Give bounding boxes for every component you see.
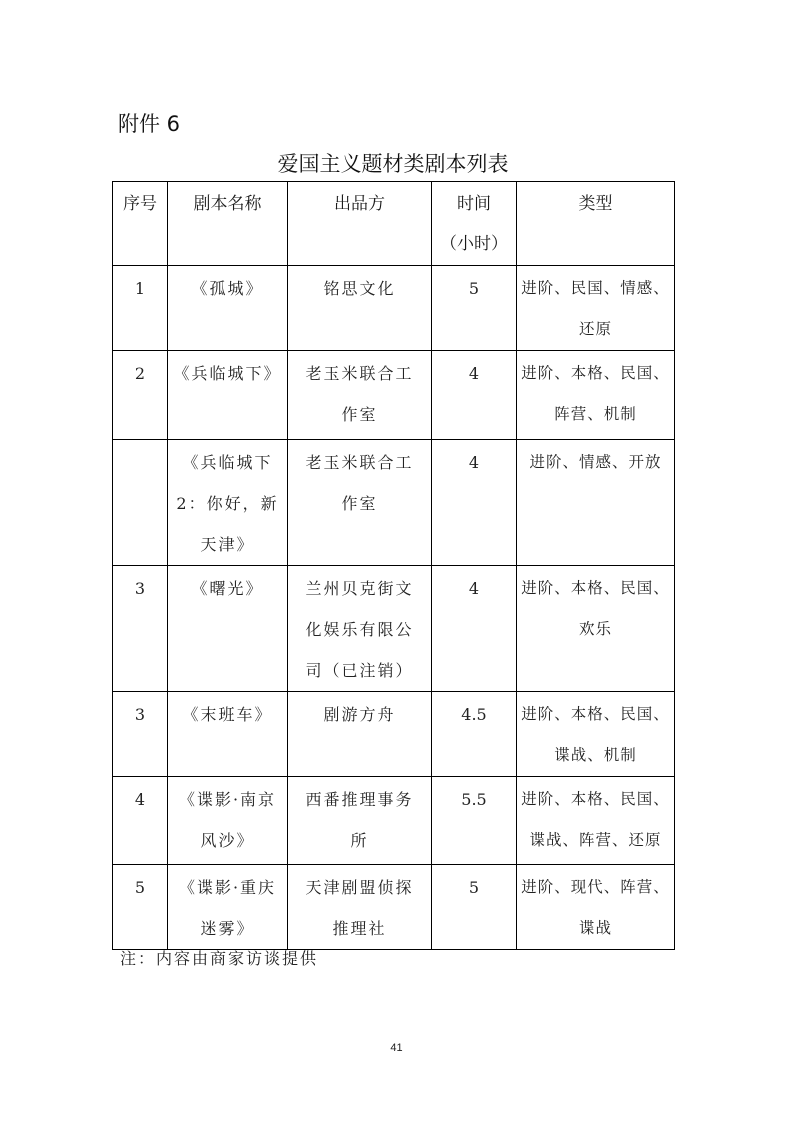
header-text: 剧本名称 — [193, 194, 262, 214]
cell-name — [168, 566, 288, 692]
cell-number: 4 — [113, 777, 168, 865]
cell-text: 谍战、机制 — [554, 746, 637, 764]
header-text: 出品方 — [334, 194, 385, 214]
cell-text: 进阶、本格、民国、 — [521, 705, 670, 723]
cell-genre — [517, 440, 675, 566]
cell-number: 5 — [113, 865, 168, 950]
cell-maker — [288, 266, 432, 351]
header-number — [113, 182, 168, 266]
cell-name — [168, 440, 288, 566]
cell-text: 兰州贝克街文 — [305, 579, 414, 598]
header-maker — [288, 182, 432, 266]
cell-number — [113, 440, 168, 566]
cell-text: 司（已注销） — [305, 661, 414, 680]
cell-name — [168, 692, 288, 777]
cell-number: 3 — [113, 566, 168, 692]
cell-genre — [517, 351, 675, 440]
attachment-label: 附件 6 — [118, 112, 181, 136]
cell-text: 谍战 — [578, 919, 612, 937]
cell-genre — [517, 865, 675, 950]
table-row — [113, 566, 675, 692]
cell-text: 《孤城》 — [191, 279, 264, 298]
table-title: 爱国主义题材类剧本列表 — [277, 152, 509, 176]
cell-text: 迷雾》 — [200, 919, 255, 938]
cell-text: 进阶、本格、民国、 — [521, 579, 670, 597]
cell-text: 风沙》 — [200, 831, 255, 850]
cell-text: 所 — [350, 831, 369, 850]
header-row — [113, 182, 675, 266]
cell-genre — [517, 266, 675, 351]
cell-text: 推理社 — [332, 919, 387, 938]
cell-text: 《曙光》 — [191, 579, 264, 598]
cell-text: 进阶、民国、情感、 — [521, 279, 670, 297]
cell-text: 进阶、情感、开放 — [529, 453, 662, 471]
cell-genre — [517, 566, 675, 692]
cell-text: 欢乐 — [578, 620, 612, 638]
cell-hours: 5.5 — [432, 777, 517, 865]
cell-text: 作室 — [341, 494, 378, 513]
table-row — [113, 692, 675, 777]
cell-maker — [288, 692, 432, 777]
cell-text: 老玉米联合工 — [305, 453, 414, 472]
cell-text: 《谍影·重庆 — [178, 878, 277, 897]
cell-text: 铭思文化 — [323, 279, 396, 298]
header-genre — [517, 182, 675, 266]
cell-hours: 5 — [432, 865, 517, 950]
cell-text: 《兵临城下 — [182, 453, 273, 472]
cell-maker — [288, 777, 432, 865]
cell-maker — [288, 865, 432, 950]
page-number: 41 — [390, 1042, 403, 1054]
cell-text: 《谍影·南京 — [178, 790, 277, 809]
cell-maker — [288, 351, 432, 440]
table-row — [113, 865, 675, 950]
script-list-table — [112, 181, 675, 950]
cell-name — [168, 865, 288, 950]
cell-text: 西番推理事务 — [305, 790, 414, 809]
cell-text: 老玉米联合工 — [305, 364, 414, 383]
header-text: 时间 — [457, 194, 491, 214]
cell-number: 2 — [113, 351, 168, 440]
cell-hours: 4 — [432, 566, 517, 692]
cell-maker — [288, 440, 432, 566]
cell-number: 1 — [113, 266, 168, 351]
cell-text: 进阶、现代、阵营、 — [521, 878, 670, 896]
cell-name — [168, 266, 288, 351]
cell-hours: 4 — [432, 351, 517, 440]
cell-name — [168, 351, 288, 440]
header-text: （小时） — [440, 234, 508, 254]
cell-text: 化娱乐有限公 — [305, 620, 414, 639]
cell-text: 《末班车》 — [182, 705, 273, 724]
cell-text: 天津》 — [200, 535, 255, 554]
cell-hours: 4 — [432, 440, 517, 566]
cell-hours: 5 — [432, 266, 517, 351]
cell-number: 3 — [113, 692, 168, 777]
cell-genre — [517, 777, 675, 865]
cell-text: 2：你好，新 — [176, 494, 279, 513]
header-hours — [432, 182, 517, 266]
source-note: 注：内容由商家访谈提供 — [120, 949, 319, 968]
header-name — [168, 182, 288, 266]
cell-name — [168, 777, 288, 865]
cell-text: 阵营、机制 — [554, 405, 637, 423]
cell-genre — [517, 692, 675, 777]
table-row — [113, 440, 675, 566]
cell-text: 谍战、阵营、还原 — [529, 831, 662, 849]
cell-maker — [288, 566, 432, 692]
cell-text: 天津剧盟侦探 — [305, 878, 414, 897]
cell-text: 剧游方舟 — [323, 705, 396, 724]
table-row — [113, 351, 675, 440]
header-text: 序号 — [123, 194, 157, 214]
cell-hours: 4.5 — [432, 692, 517, 777]
table-row — [113, 777, 675, 865]
cell-text: 进阶、本格、民国、 — [521, 790, 670, 808]
cell-text: 作室 — [341, 405, 378, 424]
table-row — [113, 266, 675, 351]
cell-text: 《兵临城下》 — [173, 364, 282, 383]
cell-text: 还原 — [578, 320, 612, 338]
cell-text: 进阶、本格、民国、 — [521, 364, 670, 382]
header-text: 类型 — [578, 194, 613, 214]
